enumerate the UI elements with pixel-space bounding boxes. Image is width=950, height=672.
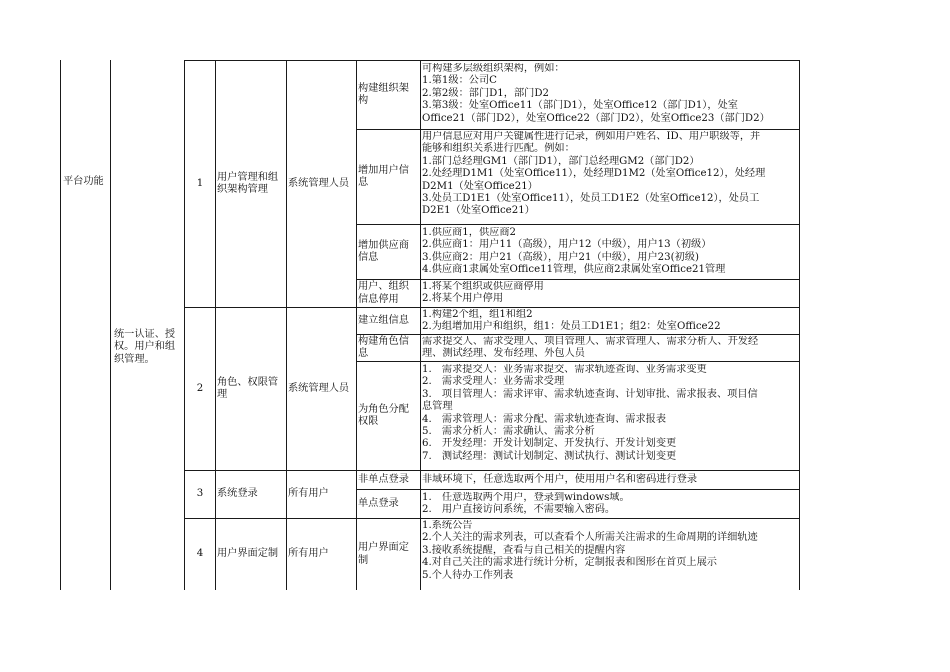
item-description: 用户信息应对用户关键属性进行记录，例如用户姓名、ID、用户职级等，并 能够和组织关系进行匹配。例如： 1.部门总经理GM1（部门D1），部门总经理GM2（部门D2） 2.处经理D1M1（处室Office11），处经理D1M2（处室Office12），处经理 D2M1（处室Office21） 3.处员工D1E1（处室Office11），处员工D1E2（处室Office12），处员工 D2E1（处室Office21） xyxy=(422,131,766,217)
item-title: 构建角色信息 xyxy=(358,335,409,359)
section-label: 平台功能 xyxy=(63,176,104,188)
function-name: 用户管理和组织架构管理 xyxy=(217,171,279,195)
row-number: 2 xyxy=(196,382,204,394)
item-description: 1.供应商1，供应商2 2.供应商1：用户11（高级），用户12（中级），用户13（初级） 3.供应商2：用户21（高级），用户21（中级），用户23(初级) 4.供应商1隶属处室Office11管理，供应商2隶属处室Office21管理 xyxy=(422,227,726,276)
item-description: 可构建多层级组织架构，例如： 1.第1级：公司C 2.第2级：部门D1，部门D2 3.第3级：处室Office11（部门D1），处室Office12（部门D1），处室 Office21（部门D2），处室Office22（部门D2），处室Office23（部门D2） xyxy=(422,63,770,124)
grid-line xyxy=(356,129,799,130)
item-title: 用户、组织信息停用 xyxy=(358,281,409,305)
role-name: 系统管理人员 xyxy=(288,177,350,189)
function-name: 角色、权限管理 xyxy=(217,376,279,400)
grid-line xyxy=(356,224,799,225)
subsection-label: 统一认证、授权。用户和组织管理。 xyxy=(114,328,176,365)
grid-line xyxy=(110,60,111,590)
grid-line xyxy=(215,60,216,590)
grid-line xyxy=(356,489,799,490)
row-number: 1 xyxy=(196,177,204,189)
role-name: 系统管理人员 xyxy=(288,382,350,394)
item-description: 1.将某个组织或供应商停用 2.将某个用户停用 xyxy=(422,281,544,305)
item-title: 构建组织架构 xyxy=(358,82,409,106)
item-title: 非单点登录 xyxy=(358,473,409,485)
row-number: 4 xyxy=(196,548,204,560)
item-description: 1. 任意选取两个用户，登录到windows域。 2. 用户直接访问系统，不需要输入密码。 xyxy=(422,492,630,516)
grid-line xyxy=(356,361,799,362)
grid-line xyxy=(286,60,287,590)
function-name: 系统登录 xyxy=(217,488,258,500)
row-number: 3 xyxy=(196,488,204,500)
item-title: 单点登录 xyxy=(358,497,399,509)
item-title: 为角色分配权限 xyxy=(358,403,409,427)
item-title: 用户界面定制 xyxy=(358,542,409,566)
item-description: 1.系统公告 2.个人关注的需求列表，可以查看个人所需关注需求的生命周期的详细轨迹 3.接收系统提醒，查看与自己相关的提醒内容 4.对自己关注的需求进行统计分析，定制报表和图形在首页上展示 5.个人待办工作列表 xyxy=(422,520,758,581)
grid-line xyxy=(356,60,357,590)
grid-line xyxy=(799,60,800,590)
grid-line xyxy=(356,334,799,335)
role-name: 所有用户 xyxy=(288,548,329,560)
role-name: 所有用户 xyxy=(288,488,329,500)
item-title: 增加用户信息 xyxy=(358,164,409,188)
grid-line xyxy=(356,279,799,280)
item-description: 1. 需求提交人：业务需求提交、需求轨迹查询、业务需求变更 2. 需求受理人：业务需求受理 3. 项目管理人：需求评审、需求轨迹查询、计划审批、需求报表、项目信 息管理 4. 需求管理人：需求分配、需求轨迹查询、需求报表 5. 需求分析人：需求确认、需求分析 6. 开发经理：开发计划制定、开发执行、开发计划变更 7. 测试经理：测试计划制定、测试执行、测试计划变更 xyxy=(422,364,758,462)
grid-line xyxy=(420,60,421,590)
item-description: 1.构建2个组，组1和组2 2.为组增加用户和组织，组1：处员工D1E1；组2：处室Office22 xyxy=(422,309,721,333)
item-title: 建立组信息 xyxy=(358,314,409,326)
item-description: 需求提交人、需求受理人、项目管理人、需求管理人、需求分析人、开发经 理、测试经理、发布经理、外包人员 xyxy=(422,336,759,360)
item-description: 非域环境下，任意选取两个用户，使用用户名和密码进行登录 xyxy=(422,473,698,485)
function-name: 用户界面定制 xyxy=(217,548,279,560)
item-title: 增加供应商信息 xyxy=(358,239,409,263)
